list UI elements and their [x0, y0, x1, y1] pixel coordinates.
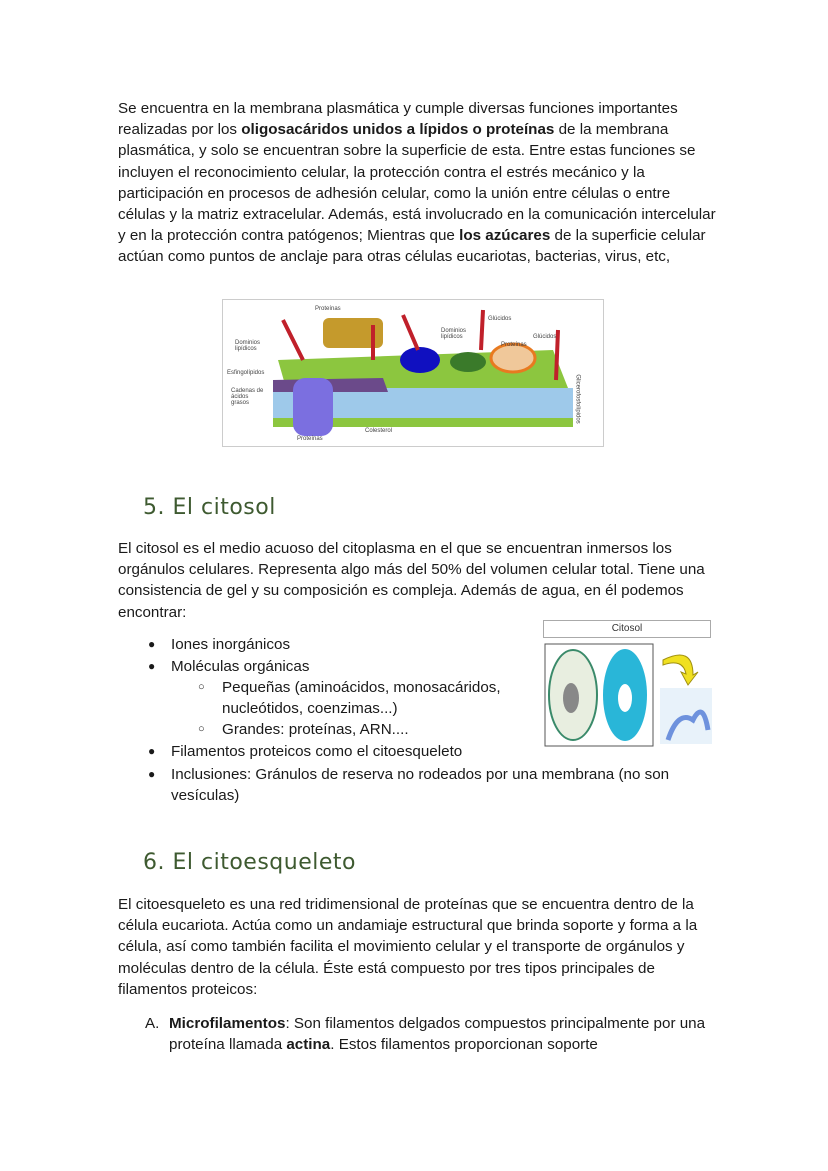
- bullet-item: Iones inorgánicos: [171, 636, 291, 653]
- citosol-paragraph: El citosol es el medio acuoso del citoplasma en el que se encuentran inmersos los orgánulos celulares. Representa algo más del 50% del volumen celular total. Tiene una consistencia de gel y su composición es compleja. Además de agua, en él podemos encontrar:: [118, 540, 705, 621]
- sub-bullet-item: Grandes: proteínas, ARN....: [222, 721, 409, 738]
- citosol-figure: [543, 620, 713, 748]
- figure-label: Glicerofosfolípidos: [574, 374, 581, 424]
- text: de la membrana plasmática, y solo se encuentran sobre la superficie de esta. Entre estas funciones se incluyen el reconocimiento celular, la protección contra el estrés mecánico y la participación en procesos de adhesión celular, como la unión entre células o entre células y la matriz extracelular. Además, está involucrado en la comunicación intercelular y en la protección contra patógenos; Mientras que: [118, 121, 716, 245]
- bullet-item: Moléculas orgánicas: [171, 658, 310, 675]
- figure-label: Proteínas: [501, 342, 527, 348]
- bullet-icon: ●: [148, 767, 156, 781]
- membrane-figure: [222, 299, 604, 447]
- sub-bullet-icon: ○: [198, 723, 205, 735]
- text: : Son filamentos delgados compuestos principalmente por una proteína llamada: [169, 1015, 706, 1054]
- figure-label: Dominios lipídicos: [235, 340, 261, 352]
- text: Se encuentra en la membrana plasmática y cumple diversas funciones importantes realizadas por los: [118, 100, 678, 139]
- figure-label: Cadenas de ácidos grasos: [231, 388, 264, 406]
- section-heading: 5. El citosol: [143, 495, 276, 520]
- bold-text: Microfilamentos: [169, 1015, 286, 1032]
- sub-bullet-icon: ○: [198, 681, 205, 693]
- figure-label: Glúcidos: [488, 316, 512, 322]
- bold-text: actina: [286, 1036, 331, 1054]
- figure-label: Proteínas: [315, 306, 341, 312]
- cell-illustration: [543, 620, 713, 748]
- membrane-illustration: [223, 300, 603, 446]
- text: de la superficie celular actúan como puntos de anclaje para otras células eucariotas, bacterias, virus, etc,: [118, 227, 706, 266]
- list-marker: A.: [145, 1015, 160, 1032]
- list-item-microfilamentos: [169, 1013, 709, 1055]
- citoesqueleto-paragraph: El citoesqueleto es una red tridimensional de proteínas que se encuentra dentro de la célula eucariota. Actúa como un andamiaje estructural que brinda soporte y forma a la célula, así como también facilita el movimiento celular y el transporte de orgánulos y moléculas dentro de la célula. Éste está compuesto por tres tipos principales de filamentos proteicos:: [118, 896, 698, 998]
- bullet-icon: ●: [148, 637, 156, 651]
- bold-text: oligosacáridos unidos a lípidos o proteínas: [241, 121, 555, 139]
- bold-text: los azúcares: [459, 227, 551, 245]
- bullet-item: Filamentos proteicos como el citoesqueleto: [171, 743, 463, 760]
- figure-label: Dominios lipídicos: [441, 328, 467, 340]
- bullet-icon: ●: [148, 744, 156, 758]
- figure-title: Citosol: [543, 620, 711, 638]
- figure-label: Colesterol: [365, 428, 393, 434]
- bullet-icon: ●: [148, 659, 156, 673]
- section-heading: 6. El citoesqueleto: [143, 850, 356, 875]
- sub-bullet-item: Pequeñas (aminoácidos, monosacáridos, nucleótidos, coenzimas...): [222, 679, 501, 718]
- figure-label: Proteínas: [297, 436, 323, 442]
- figure-label: Glúcidos: [533, 334, 557, 340]
- text: . Estos filamentos proporcionan soporte: [330, 1036, 598, 1054]
- figure-label: Esfingolípidos: [227, 370, 265, 376]
- intro-paragraph: [118, 98, 718, 268]
- bullet-item: Inclusiones: Gránulos de reserva no rodeados por una membrana (no son vesículas): [171, 766, 670, 805]
